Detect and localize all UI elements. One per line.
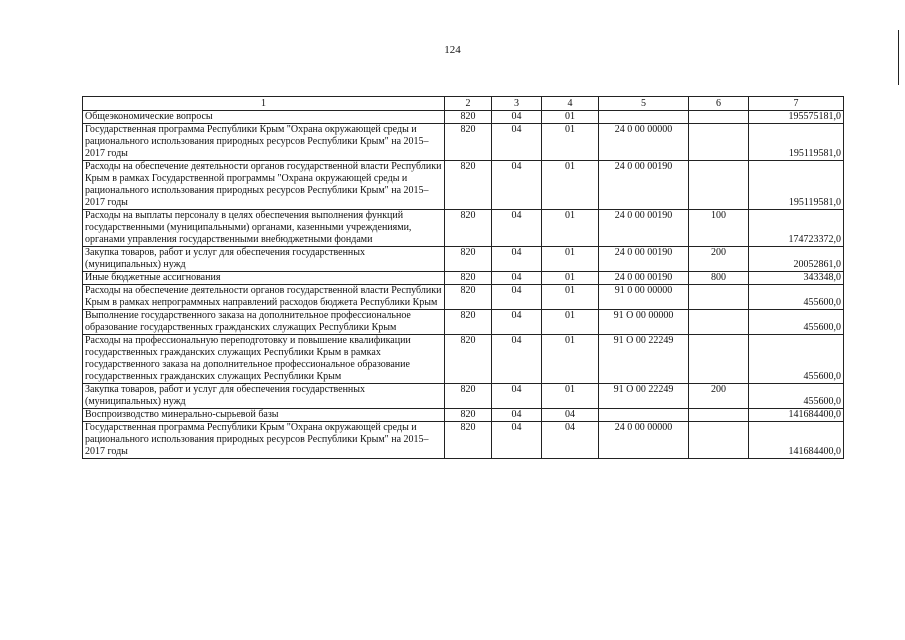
amount-cell: 195119581,0 — [749, 124, 844, 161]
target-article-cell: 91 О 00 00000 — [599, 310, 689, 335]
ministry-code-cell: 820 — [445, 335, 492, 384]
header-col-2: 2 — [445, 97, 492, 111]
section-code-cell: 04 — [492, 285, 542, 310]
table-row — [83, 161, 844, 210]
expense-type-cell — [689, 124, 749, 161]
header-col-4: 4 — [542, 97, 599, 111]
header-row — [83, 97, 844, 111]
subsection-code-cell: 01 — [542, 384, 599, 409]
section-code-cell: 04 — [492, 272, 542, 285]
row-name-cell: Расходы на обеспечение деятельности органов государственной власти Республики Крым в рамках Государственной программы "Охрана окружающей среды и рационального использования природных ресурсов Республики Крым" на 2015–2017 годы — [83, 161, 445, 210]
ministry-code-cell: 820 — [445, 422, 492, 459]
table-row — [83, 124, 844, 161]
header-col-3: 3 — [492, 97, 542, 111]
ministry-code-cell: 820 — [445, 111, 492, 124]
amount-cell: 20052861,0 — [749, 247, 844, 272]
row-name-cell: Государственная программа Республики Крым "Охрана окружающей среды и рационального использования природных ресурсов Республики Крым" на 2015–2017 годы — [83, 422, 445, 459]
subsection-code-cell: 01 — [542, 247, 599, 272]
subsection-code-cell: 01 — [542, 111, 599, 124]
header-col-5: 5 — [599, 97, 689, 111]
row-name-cell: Расходы на обеспечение деятельности органов государственной власти Республики Крым в рамках непрограммных направлений расходов бюджета Республики Крым — [83, 285, 445, 310]
row-name-cell: Закупка товаров, работ и услуг для обеспечения государственных (муниципальных) нужд — [83, 384, 445, 409]
section-code-cell: 04 — [492, 124, 542, 161]
amount-cell: 195575181,0 — [749, 111, 844, 124]
target-article-cell: 91 О 00 22249 — [599, 384, 689, 409]
expense-type-cell — [689, 335, 749, 384]
subsection-code-cell: 04 — [542, 422, 599, 459]
row-name-cell: Общеэкономические вопросы — [83, 111, 445, 124]
section-code-cell: 04 — [492, 210, 542, 247]
header-col-1: 1 — [83, 97, 445, 111]
expense-type-cell: 200 — [689, 384, 749, 409]
ministry-code-cell: 820 — [445, 161, 492, 210]
expense-type-cell: 800 — [689, 272, 749, 285]
section-code-cell: 04 — [492, 111, 542, 124]
subsection-code-cell: 01 — [542, 124, 599, 161]
table-row — [83, 409, 844, 422]
amount-cell: 455600,0 — [749, 335, 844, 384]
page-number: 124 — [444, 44, 461, 56]
table-row — [83, 247, 844, 272]
section-code-cell: 04 — [492, 422, 542, 459]
section-code-cell: 04 — [492, 310, 542, 335]
table-row — [83, 272, 844, 285]
section-code-cell: 04 — [492, 335, 542, 384]
ministry-code-cell: 820 — [445, 310, 492, 335]
subsection-code-cell: 01 — [542, 285, 599, 310]
subsection-code-cell: 01 — [542, 310, 599, 335]
target-article-cell: 24 0 00 00000 — [599, 422, 689, 459]
ministry-code-cell: 820 — [445, 384, 492, 409]
amount-cell: 174723372,0 — [749, 210, 844, 247]
row-name-cell: Выполнение государственного заказа на дополнительное профессиональное образование государственных гражданских служащих Республики Крым — [83, 310, 445, 335]
ministry-code-cell: 820 — [445, 272, 492, 285]
table-row — [83, 384, 844, 409]
expense-type-cell — [689, 422, 749, 459]
target-article-cell — [599, 111, 689, 124]
target-article-cell: 91 О 00 22249 — [599, 335, 689, 384]
section-code-cell: 04 — [492, 409, 542, 422]
amount-cell: 455600,0 — [749, 310, 844, 335]
row-name-cell: Закупка товаров, работ и услуг для обеспечения государственных (муниципальных) нужд — [83, 247, 445, 272]
subsection-code-cell: 01 — [542, 161, 599, 210]
expense-type-cell: 200 — [689, 247, 749, 272]
expense-type-cell — [689, 161, 749, 210]
row-name-cell: Иные бюджетные ассигнования — [83, 272, 445, 285]
expense-type-cell: 100 — [689, 210, 749, 247]
row-name-cell: Государственная программа Республики Крым "Охрана окружающей среды и рационального использования природных ресурсов Республики Крым" на 2015–2017 годы — [83, 124, 445, 161]
expense-type-cell — [689, 409, 749, 422]
expense-type-cell — [689, 111, 749, 124]
ministry-code-cell: 820 — [445, 409, 492, 422]
amount-cell: 343348,0 — [749, 272, 844, 285]
ministry-code-cell: 820 — [445, 210, 492, 247]
table-row — [83, 335, 844, 384]
budget-table — [82, 96, 844, 459]
target-article-cell: 24 0 00 00190 — [599, 272, 689, 285]
amount-cell: 141684400,0 — [749, 409, 844, 422]
table-row — [83, 310, 844, 335]
ministry-code-cell: 820 — [445, 124, 492, 161]
amount-cell: 141684400,0 — [749, 422, 844, 459]
subsection-code-cell: 01 — [542, 335, 599, 384]
target-article-cell: 24 0 00 00190 — [599, 210, 689, 247]
subsection-code-cell: 04 — [542, 409, 599, 422]
amount-cell: 195119581,0 — [749, 161, 844, 210]
expense-type-cell — [689, 310, 749, 335]
target-article-cell: 24 0 00 00190 — [599, 247, 689, 272]
section-code-cell: 04 — [492, 161, 542, 210]
row-name-cell: Расходы на профессиональную переподготовку и повышение квалификации государственных гражданских служащих Республики Крым в рамках государственного заказа на дополнительное профессиональное образование государственных гражданских служащих Республики Крым — [83, 335, 445, 384]
subsection-code-cell: 01 — [542, 210, 599, 247]
ministry-code-cell: 820 — [445, 247, 492, 272]
table-row — [83, 422, 844, 459]
ministry-code-cell: 820 — [445, 285, 492, 310]
subsection-code-cell: 01 — [542, 272, 599, 285]
section-code-cell: 04 — [492, 247, 542, 272]
header-col-7: 7 — [749, 97, 844, 111]
table-row — [83, 111, 844, 124]
expense-type-cell — [689, 285, 749, 310]
row-name-cell: Воспроизводство минерально-сырьевой базы — [83, 409, 445, 422]
target-article-cell: 24 0 00 00190 — [599, 161, 689, 210]
table-row — [83, 285, 844, 310]
target-article-cell — [599, 409, 689, 422]
row-name-cell: Расходы на выплаты персоналу в целях обеспечения выполнения функций государственными (муниципальными) органами, казенными учреждениями, органами управления государственными внебюджетными фондами — [83, 210, 445, 247]
table-row — [83, 210, 844, 247]
amount-cell: 455600,0 — [749, 285, 844, 310]
header-col-6: 6 — [689, 97, 749, 111]
target-article-cell: 24 0 00 00000 — [599, 124, 689, 161]
amount-cell: 455600,0 — [749, 384, 844, 409]
section-code-cell: 04 — [492, 384, 542, 409]
target-article-cell: 91 0 00 00000 — [599, 285, 689, 310]
scan-edge-line — [898, 30, 899, 85]
